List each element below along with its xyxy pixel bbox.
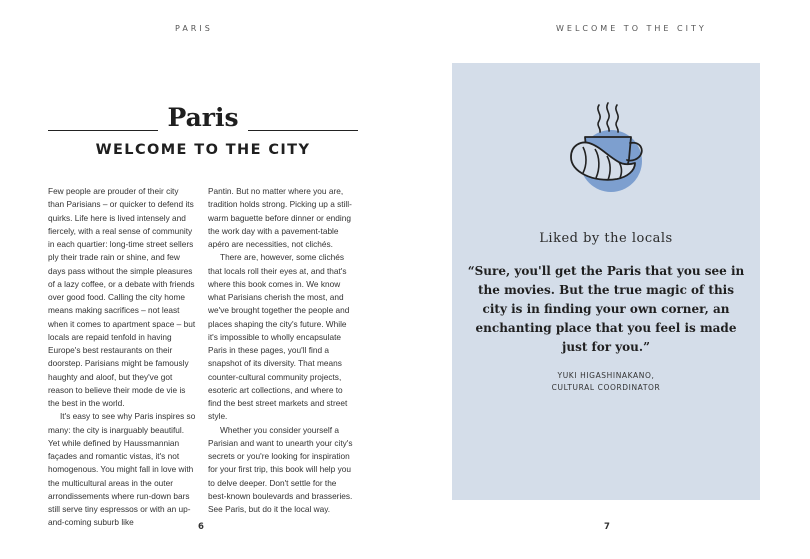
running-head: WELCOME TO THE CITY xyxy=(556,24,707,33)
body-paragraph: Few people are prouder of their city than Parisians – or quicker to defend its quirks. Life here is lived intensely and fiercely, with a real sense of community in each quartier: long-time street sellers ply their trade rain or shine, and few days pass without the simple pleasures of a lazy coffee, or a debate with friends over good food. Calling the city home means making sacrifices – not least when it comes to apartment space – but locals are repaid tenfold in having Europe's best restaurants on their doorstep. Parisians might be famously haughty and aloof, but they've got reason to believe their mode de vie is the best in the world. xyxy=(48,186,196,408)
body-paragraph: Pantin. But no matter where you are, tradition holds strong. Picking up a still-warm baguette before dinner or ending the work day with a pavement-table apéro are necessities, not clichés. xyxy=(208,186,352,249)
body-paragraph: It's easy to see why Paris inspires so many: the city is inarguably beautiful. Yet while defined by Haussmannian façades and romantic vistas, it's not homogenous. You might fall in love with the multicultural areas in the outer arrondissements where run-down bars still serve tiny espressos or with an up-and-coming suburb like xyxy=(48,411,196,528)
coffee-cup-and-croissant-icon xyxy=(565,99,655,199)
title-block xyxy=(48,100,358,136)
running-head: PARIS xyxy=(175,24,213,33)
body-column-2 xyxy=(208,185,356,516)
page-number: 7 xyxy=(604,522,610,532)
body-paragraph: Whether you consider yourself a Parisian and want to unearth your city's secrets or you're looking for inspiration for your first trip, this book will help you to delve deeper. Don't settle for the best-known boulevards and brasseries. See Paris, but do it the local way. xyxy=(208,424,353,514)
quote-heading: Liked by the locals xyxy=(539,231,673,246)
attribution-role: CULTURAL COORDINATOR xyxy=(551,383,661,392)
quote-text: “Sure, you'll get the Paris that you see in the movies. But the true magic of this city is in finding your own corner, an enchanting place that you feel is made just for you.” xyxy=(467,264,745,354)
body-paragraph: There are, however, some clichés that locals roll their eyes at, and that's where this book comes in. We know what Parisians cherish the most, and we've brought together the people and places shaping the city's future. While it's impossible to wholly encapsulate Paris in these pages, you'll find a snapshot of its diversity. That means counter-cultural community projects, esoteric art collections, and where to find the best street markets and street style. xyxy=(208,252,350,422)
attribution-name: YUKI HIGASHINAKANO, xyxy=(557,371,655,380)
body-column-1 xyxy=(48,185,196,530)
quote-attribution xyxy=(452,370,760,394)
quote-card xyxy=(452,63,760,500)
right-page xyxy=(405,0,810,559)
page-subtitle: WELCOME TO THE CITY xyxy=(95,142,311,158)
page-title: Paris xyxy=(158,100,247,136)
page-number: 6 xyxy=(198,522,204,532)
